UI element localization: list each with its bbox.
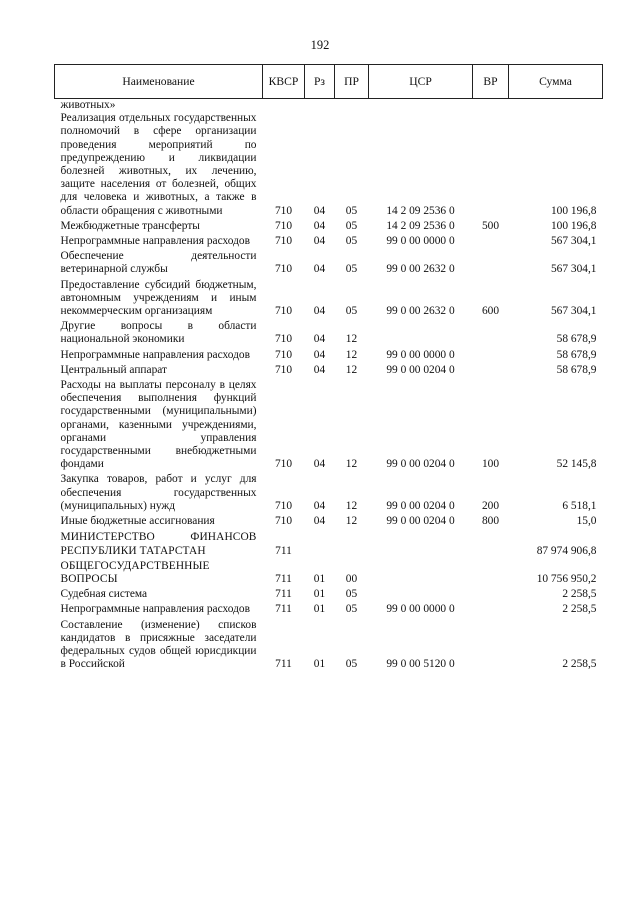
cell-rz: 04	[313, 219, 326, 232]
cell-kvsr: 710	[274, 204, 293, 217]
table-row	[55, 471, 603, 513]
cell-kvsr: 711	[275, 588, 292, 601]
cell-kvsr: 710	[274, 219, 293, 232]
cell-pr: 05	[345, 263, 358, 276]
cell-csr: 99 0 00 2632 0	[386, 305, 455, 318]
cell-sum: 52 145,8	[556, 458, 597, 471]
cell-name: Непрограммные направления расходов	[60, 603, 251, 616]
cell-vr	[473, 617, 509, 672]
cell-rz: 04	[313, 499, 326, 512]
cell-name: Предоставление субсидий бюджетным, автономным учреждениям и иным некоммерческим организациям	[60, 278, 257, 318]
cell-sum: 2 258,5	[562, 603, 597, 616]
cell-pr: 05	[345, 658, 358, 671]
cell-pr: 05	[345, 204, 358, 217]
cell-rz	[305, 528, 335, 557]
cell-kvsr: 711	[275, 572, 292, 585]
cell-vr	[473, 318, 509, 346]
cell-name: МИНИСТЕРСТВО ФИНАНСОВ РЕСПУБЛИКИ ТАТАРСТАН	[60, 531, 257, 557]
cell-vr	[473, 233, 509, 248]
cell-csr: 14 2 09 2536 0	[386, 204, 455, 217]
cell-pr: 12	[345, 515, 358, 528]
budget-table	[54, 64, 603, 671]
cell-pr: 05	[345, 235, 358, 248]
cell-pr: 12	[345, 363, 358, 376]
header-sum: Сумма	[509, 65, 603, 99]
cell-name: Межбюджетные трансферты	[60, 219, 200, 232]
table-header	[55, 65, 603, 99]
cell-sum: 2 258,5	[562, 658, 597, 671]
header-pr: ПР	[335, 65, 369, 99]
cell-name: животных»	[60, 99, 116, 111]
table-row	[55, 513, 603, 528]
cell-kvsr: 710	[274, 348, 293, 361]
cell-csr: 99 0 00 0000 0	[386, 603, 455, 616]
cell-kvsr	[263, 99, 305, 113]
table-row	[55, 318, 603, 346]
cell-kvsr: 710	[274, 235, 293, 248]
cell-csr	[369, 528, 473, 557]
cell-vr	[473, 558, 509, 586]
cell-pr: 05	[345, 588, 358, 601]
cell-name: Непрограммные направления расходов	[60, 235, 251, 248]
cell-csr: 99 0 00 0204 0	[386, 363, 455, 376]
cell-sum: 567 304,1	[550, 235, 597, 248]
table-row	[55, 528, 603, 557]
cell-rz: 04	[313, 305, 326, 318]
cell-pr: 05	[345, 603, 358, 616]
cell-rz: 04	[313, 515, 326, 528]
table-row	[55, 377, 603, 471]
cell-rz: 04	[313, 348, 326, 361]
cell-sum: 6 518,1	[562, 499, 597, 512]
cell-pr: 12	[345, 499, 358, 512]
cell-kvsr: 710	[274, 363, 293, 376]
table-row	[55, 99, 603, 113]
cell-kvsr: 710	[274, 263, 293, 276]
cell-kvsr: 711	[275, 544, 292, 557]
cell-sum: 100 196,8	[550, 204, 597, 217]
cell-rz: 04	[313, 458, 326, 471]
cell-csr: 99 0 00 0000 0	[386, 348, 455, 361]
cell-rz: 04	[313, 235, 326, 248]
cell-pr: 00	[345, 572, 358, 585]
cell-kvsr: 710	[274, 305, 293, 318]
cell-rz: 04	[313, 204, 326, 217]
cell-vr	[473, 586, 509, 601]
cell-csr: 99 0 00 2632 0	[386, 263, 455, 276]
cell-csr: 14 2 09 2536 0	[386, 219, 455, 232]
table-body	[55, 99, 603, 672]
cell-vr: 800	[481, 515, 500, 528]
header-kvsr: КВСР	[263, 65, 305, 99]
table-row	[55, 601, 603, 616]
cell-rz: 04	[313, 363, 326, 376]
cell-csr: 99 0 00 0000 0	[386, 235, 455, 248]
table-row	[55, 112, 603, 218]
cell-rz: 01	[313, 603, 326, 616]
cell-name: ОБЩЕГОСУДАРСТВЕННЫЕ ВОПРОСЫ	[60, 559, 210, 585]
cell-name: Реализация отдельных государственных полномочий в сфере организации проведения мероприятий по предупреждению и ликвидации болезней животных, их лечению, защите населения от болезней, общих для человека и животных, а также в области обращения с животными	[60, 112, 257, 217]
cell-vr	[473, 362, 509, 377]
cell-sum: 2 258,5	[562, 588, 597, 601]
cell-vr	[473, 528, 509, 557]
cell-pr: 05	[345, 305, 358, 318]
header-name: Наименование	[55, 65, 263, 99]
cell-kvsr: 711	[275, 603, 292, 616]
header-rz: Рз	[305, 65, 335, 99]
cell-name: Судебная система	[60, 588, 148, 601]
table-row	[55, 277, 603, 319]
table-row	[55, 558, 603, 586]
cell-rz: 01	[313, 572, 326, 585]
cell-kvsr: 710	[274, 458, 293, 471]
cell-csr	[369, 558, 473, 586]
cell-name: Составление (изменение) списков кандидатов в присяжные заседатели федеральных судов общей юрисдикции в Российской	[60, 618, 257, 671]
cell-rz: 04	[313, 333, 326, 346]
cell-sum: 58 678,9	[556, 363, 597, 376]
cell-name: Иные бюджетные ассигнования	[60, 515, 215, 528]
cell-sum: 10 756 950,2	[536, 572, 597, 585]
cell-name: Центральный аппарат	[60, 363, 168, 376]
table-row	[55, 233, 603, 248]
cell-name: Обеспечение деятельности ветеринарной службы	[60, 250, 257, 276]
cell-pr: 12	[345, 458, 358, 471]
cell-pr	[335, 99, 369, 113]
cell-sum: 100 196,8	[550, 219, 597, 232]
table-row	[55, 362, 603, 377]
header-csr: ЦСР	[369, 65, 473, 99]
cell-kvsr: 710	[274, 333, 293, 346]
cell-sum: 567 304,1	[550, 305, 597, 318]
cell-name: Непрограммные направления расходов	[60, 348, 251, 361]
cell-pr: 05	[345, 219, 358, 232]
cell-vr: 100	[481, 458, 500, 471]
page-number: 192	[310, 38, 330, 52]
cell-csr: 99 0 00 5120 0	[386, 658, 455, 671]
table-row	[55, 218, 603, 233]
cell-sum: 15,0	[576, 515, 597, 528]
cell-rz	[305, 99, 335, 113]
cell-sum	[509, 99, 603, 113]
cell-name: Расходы на выплаты персоналу в целях обеспечения выполнения функций государственными (муниципальными) органами, казенными учреждениями, органами управления государственными внебюджетными фондами	[60, 379, 257, 471]
table-row	[55, 347, 603, 362]
cell-vr	[473, 99, 509, 113]
cell-csr: 99 0 00 0204 0	[386, 515, 455, 528]
cell-rz: 01	[313, 588, 326, 601]
cell-vr: 200	[481, 499, 500, 512]
cell-csr: 99 0 00 0204 0	[386, 458, 455, 471]
cell-kvsr: 710	[274, 515, 293, 528]
table-row	[55, 248, 603, 276]
cell-rz: 01	[313, 658, 326, 671]
cell-vr	[473, 112, 509, 218]
cell-vr	[473, 347, 509, 362]
cell-csr	[369, 318, 473, 346]
cell-kvsr: 711	[275, 658, 292, 671]
table-row	[55, 617, 603, 672]
cell-pr: 12	[345, 333, 358, 346]
cell-vr	[473, 601, 509, 616]
cell-sum: 58 678,9	[556, 333, 597, 346]
cell-name: Другие вопросы в области национальной экономики	[60, 320, 257, 346]
cell-name: Закупка товаров, работ и услуг для обеспечения государственных (муниципальных) нужд	[60, 473, 257, 512]
cell-csr	[369, 99, 473, 113]
table-row	[55, 586, 603, 601]
cell-vr: 500	[481, 219, 500, 232]
cell-pr: 12	[345, 348, 358, 361]
cell-csr: 99 0 00 0204 0	[386, 499, 455, 512]
header-vr: ВР	[473, 65, 509, 99]
cell-kvsr: 710	[274, 499, 293, 512]
cell-vr: 600	[481, 305, 500, 318]
cell-sum: 567 304,1	[550, 263, 597, 276]
cell-rz: 04	[313, 263, 326, 276]
cell-sum: 58 678,9	[556, 348, 597, 361]
cell-vr	[473, 248, 509, 276]
cell-csr	[369, 586, 473, 601]
cell-sum: 87 974 906,8	[536, 544, 597, 557]
cell-pr	[335, 528, 369, 557]
